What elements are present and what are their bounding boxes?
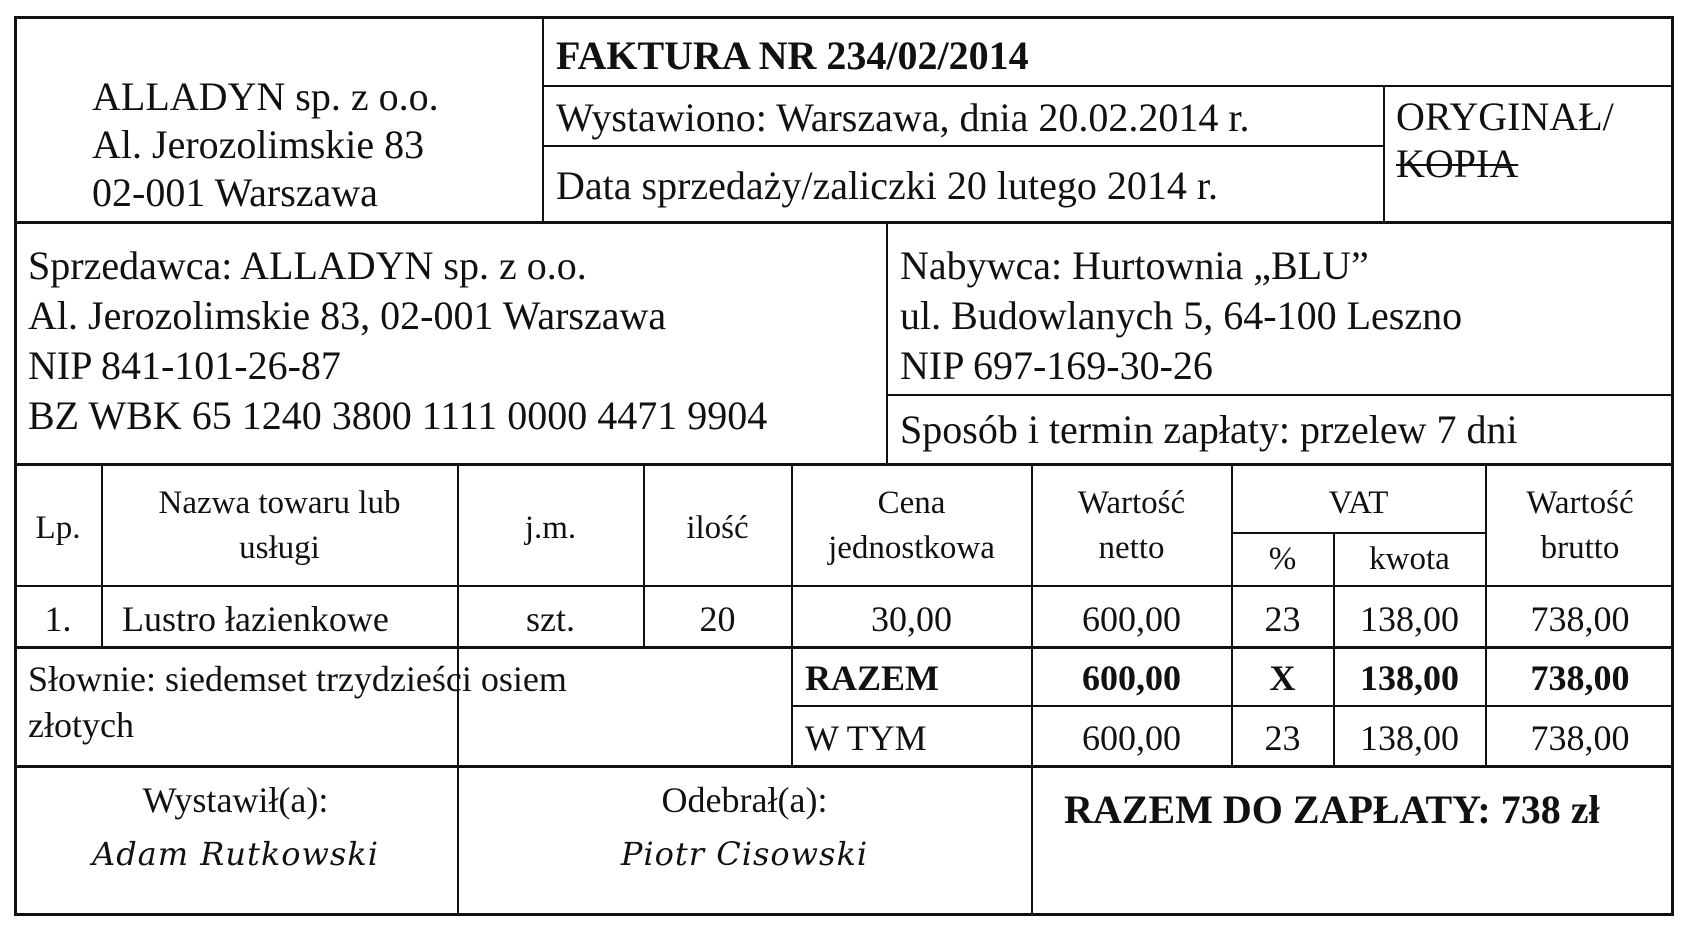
buyer-address: ul. Budowlanych 5, 64-100 Leszno <box>900 293 1463 338</box>
col-qty: ilość <box>686 510 749 546</box>
buyer-name: Nabywca: Hurtownia „BLU” <box>900 243 1369 288</box>
divider <box>886 394 1674 396</box>
divider <box>1383 85 1385 222</box>
row-vat-amt: 138,00 <box>1360 599 1459 639</box>
row-unit: szt. <box>526 599 575 639</box>
divider <box>1231 532 1485 534</box>
sale-date: Data sprzedaży/zaliczki 20 lutego 2014 r. <box>556 163 1218 208</box>
col-price-2: jednostkowa <box>828 530 995 566</box>
seller-name: Sprzedawca: ALLADYN sp. z o.o. <box>28 243 587 288</box>
total-vat-pct: X <box>1269 658 1296 698</box>
amount-in-words: Słownie: siedemset trzydzieści osiem <box>28 659 567 699</box>
total-net: 600,00 <box>1082 658 1181 698</box>
of-which-vat-pct: 23 <box>1264 718 1301 758</box>
seller-nip: NIP 841-101-26-87 <box>28 343 341 388</box>
payment-terms: Sposób i termin zapłaty: przelew 7 dni <box>900 407 1518 452</box>
row-lp: 1. <box>44 599 72 639</box>
of-which-net: 600,00 <box>1082 718 1181 758</box>
of-which-gross: 738,00 <box>1530 718 1630 758</box>
seller-address: Al. Jerozolimskie 83, 02-001 Warszawa <box>28 293 667 338</box>
buyer-nip: NIP 697-169-30-26 <box>900 343 1213 388</box>
col-gross: Wartość <box>1526 485 1634 521</box>
divider <box>542 16 544 222</box>
col-name: Nazwa towaru lub <box>158 485 401 521</box>
seller-bank-account: BZ WBK 65 1240 3800 1111 0000 4471 9904 <box>28 393 768 438</box>
divider <box>886 221 888 464</box>
issued-by-label: Wystawił(a): <box>142 780 329 820</box>
original-label: ORYGINAŁ/ <box>1396 94 1614 139</box>
issue-place-date: Wystawiono: Warszawa, dnia 20.02.2014 r. <box>556 95 1250 140</box>
col-net: Wartość <box>1077 485 1186 521</box>
divider <box>1031 765 1033 916</box>
col-gross-2: brutto <box>1540 530 1620 566</box>
invoice-title: FAKTURA NR 234/02/2014 <box>556 33 1029 78</box>
row-gross: 738,00 <box>1530 599 1630 639</box>
col-lp: Lp. <box>35 510 81 546</box>
total-label: RAZEM <box>805 658 939 698</box>
received-by-label: Odebrał(a): <box>661 780 828 820</box>
row-vat-pct: 23 <box>1264 599 1301 639</box>
issuer-street: Al. Jerozolimskie 83 <box>92 122 425 167</box>
divider <box>14 463 1674 466</box>
total-to-pay: RAZEM DO ZAPŁATY: 738 zł <box>1064 787 1600 832</box>
divider <box>14 646 1674 649</box>
copy-label-crossed: KOPIA <box>1396 141 1519 186</box>
row-name: Lustro łazienkowe <box>122 599 389 639</box>
of-which-label: W TYM <box>805 718 927 758</box>
col-vat-amt: kwota <box>1369 541 1450 577</box>
row-net: 600,00 <box>1082 599 1181 639</box>
amount-in-words-2: złotych <box>28 705 134 745</box>
issuer-city: 02-001 Warszawa <box>92 170 378 215</box>
col-vat: VAT <box>1328 485 1389 521</box>
col-price: Cena <box>877 485 946 521</box>
of-which-vat-amt: 138,00 <box>1360 718 1459 758</box>
divider <box>542 85 1674 87</box>
divider <box>14 765 1674 768</box>
divider <box>14 585 1674 587</box>
row-qty: 20 <box>699 599 736 639</box>
divider <box>791 705 1674 707</box>
divider <box>14 221 1674 224</box>
col-unit: j.m. <box>524 510 577 546</box>
issued-by-signature: Adam Rutkowski <box>92 835 379 873</box>
divider <box>542 145 1384 147</box>
received-by-signature: Piotr Cisowski <box>620 835 869 873</box>
total-gross: 738,00 <box>1530 658 1630 698</box>
row-price: 30,00 <box>871 599 952 639</box>
col-name-2: usługi <box>239 530 320 566</box>
issuer-name: ALLADYN sp. z o.o. <box>92 74 439 119</box>
col-net-2: netto <box>1098 530 1165 566</box>
col-vat-pct: % <box>1268 541 1297 577</box>
total-vat-amt: 138,00 <box>1360 658 1459 698</box>
